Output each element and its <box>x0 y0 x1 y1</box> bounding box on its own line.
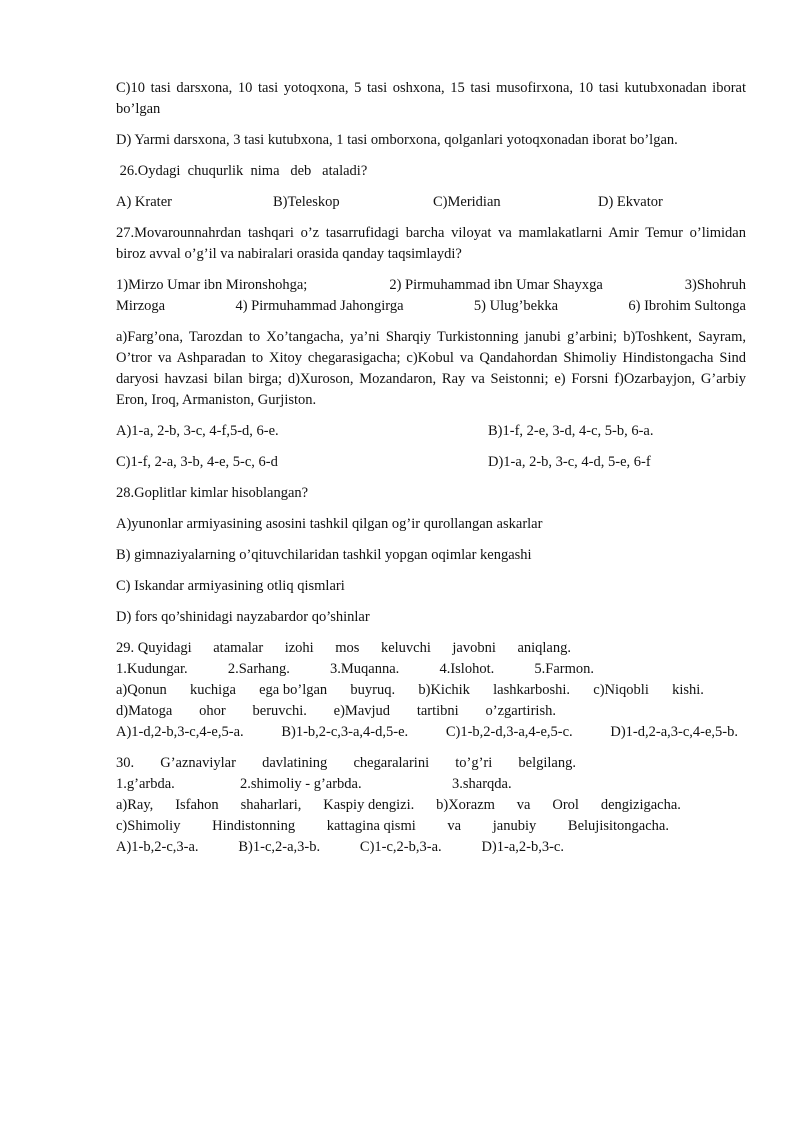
word: atamalar <box>213 640 264 656</box>
q26-options <box>116 192 746 213</box>
q29-question <box>116 638 571 659</box>
q28-option-c: C) Iskandar armiyasining otliq qismlari <box>116 578 345 594</box>
word: Isfahon <box>175 797 219 813</box>
word: 29. Quyidagi <box>116 640 192 656</box>
q30-option-d: D)1-a,2-b,3-c. <box>481 839 564 855</box>
q26-option-d: D) Ekvator <box>598 194 663 210</box>
q29-definitions-line1 <box>116 680 704 701</box>
q30-option-a: A)1-b,2-c,3-a. <box>116 839 199 855</box>
q27-item: 2) Pirmuhammad ibn Umar Shayxga <box>389 277 603 293</box>
word: Hindistonning <box>212 818 296 834</box>
direction: 1.g’arbda. <box>116 776 175 792</box>
direction: 3.sharqda. <box>452 776 512 792</box>
word: 30. <box>116 755 135 771</box>
q27-option-a: A)1-a, 2-b, 3-c, 4-f,5-d, 6-e. <box>116 423 279 439</box>
q27-question: 27.Movarounnahrdan tashqari o’z tasarrufidagi barcha viloyat va mamlakatlarni Amir Temur o’limidan biroz avval o’g’il va nabiralari orasida qanday taqsimlaydi? <box>116 225 746 262</box>
term: 1.Kudungar. <box>116 661 188 677</box>
q27-item: 5) Ulug’bekka <box>473 298 559 314</box>
q28-option-b: B) gimnaziyalarning o’qituvchilaridan tashkil yopgan oqimlar kengashi <box>116 547 532 563</box>
word: b)Kichik <box>418 682 470 698</box>
q30-regions-line2 <box>116 816 669 837</box>
q29-block <box>116 638 738 743</box>
q27-option-c: C)1-f, 2-a, 3-b, 4-e, 5-c, 6-d <box>116 454 278 470</box>
q27-options-ab <box>116 421 746 442</box>
word: beruvchi. <box>252 703 307 719</box>
word: Kaspiy dengizi. <box>323 797 415 813</box>
q29-option-a: A)1-d,2-b,3-c,4-e,5-a. <box>116 724 244 740</box>
word: va <box>516 797 531 813</box>
q28-option-a: A)yunonlar armiyasining asosini tashkil qilgan og’ir qurollangan askarlar <box>116 516 543 532</box>
word: kishi. <box>672 682 704 698</box>
q27-item: 1)Mirzo Umar ibn Mironshohga; <box>116 277 308 293</box>
word: kattagina qismi <box>326 818 416 834</box>
word: e)Mavjud <box>333 703 391 719</box>
word: keluvchi <box>380 640 431 656</box>
word: to’g’ri <box>455 755 493 771</box>
word: belgilang. <box>518 755 576 771</box>
word: kuchiga <box>189 682 236 698</box>
q29-options <box>116 722 738 743</box>
word: b)Xorazm <box>436 797 495 813</box>
q27-item: 4) Pirmuhammad Jahongirga <box>235 298 404 314</box>
word: buyruq. <box>350 682 396 698</box>
q29-definitions-line2 <box>116 701 556 722</box>
q25-option-c: C)10 tasi darsxona, 10 tasi yotoqxona, 5 tasi oshxona, 15 tasi musofirxona, 10 tasi kutubxonadan iborat bo’lgan <box>116 80 746 117</box>
word: Belujisitongacha. <box>567 818 669 834</box>
q30-directions <box>116 774 746 795</box>
q26-question: 26.Oydagi chuqurlik nima deb ataladi? <box>116 163 368 179</box>
word: shaharlari, <box>240 797 302 813</box>
direction: 2.shimoliy - g’arbda. <box>240 776 362 792</box>
word: o’zgartirish. <box>485 703 556 719</box>
q27-option-b: B)1-f, 2-e, 3-d, 4-c, 5-b, 6-a. <box>488 423 654 439</box>
q27-recipients <box>116 275 746 317</box>
q30-regions-line1 <box>116 795 681 816</box>
word: ega bo’lgan <box>259 682 328 698</box>
word: Orol <box>552 797 579 813</box>
q25-option-d: D) Yarmi darsxona, 3 tasi kutubxona, 1 tasi omborxona, qolganlari yotoqxonadan iborat bo’lgan. <box>116 132 678 148</box>
term: 4.Islohot. <box>439 661 495 677</box>
q26-option-c: C)Meridian <box>433 194 501 210</box>
word: c)Shimoliy <box>116 818 181 834</box>
q27-options-cd <box>116 452 746 473</box>
q27-item: 3)Shohruh <box>684 277 746 293</box>
word: d)Matoga <box>116 703 173 719</box>
q28-question: 28.Goplitlar kimlar hisoblangan? <box>116 485 309 501</box>
word: janubiy <box>492 818 537 834</box>
q30-option-c: C)1-c,2-b,3-a. <box>359 839 442 855</box>
word: a)Qonun <box>116 682 167 698</box>
q29-terms <box>116 659 594 680</box>
q29-option-c: C)1-b,2-d,3-a,4-e,5-c. <box>445 724 573 740</box>
term: 2.Sarhang. <box>227 661 290 677</box>
word: c)Niqobli <box>593 682 649 698</box>
word: javobni <box>452 640 496 656</box>
word: tartibni <box>416 703 459 719</box>
q30-options <box>116 837 564 858</box>
q30-question <box>116 753 576 774</box>
word: chegaralarini <box>353 755 430 771</box>
term: 5.Farmon. <box>534 661 594 677</box>
q27-option-d: D)1-a, 2-b, 3-c, 4-d, 5-e, 6-f <box>488 454 651 470</box>
word: dengizigacha. <box>600 797 681 813</box>
word: izohi <box>284 640 314 656</box>
q27-item: 6) Ibrohim Sultonga <box>628 298 746 314</box>
q30-option-b: B)1-c,2-a,3-b. <box>238 839 321 855</box>
q26-option-b: B)Teleskop <box>273 194 340 210</box>
q27-recipients-line1 <box>116 275 746 296</box>
word: va <box>447 818 462 834</box>
word: a)Ray, <box>116 797 154 813</box>
word: G’aznaviylar <box>160 755 236 771</box>
word: mos <box>335 640 360 656</box>
q27-recipients-line2 <box>116 296 746 317</box>
q27-item: Mirzoga <box>116 298 166 314</box>
q29-option-d: D)1-d,2-a,3-c,4-e,5-b. <box>610 724 738 740</box>
word: aniqlang. <box>517 640 571 656</box>
term: 3.Muqanna. <box>330 661 400 677</box>
q28-option-d: D) fors qo’shinidagi nayzabardor qo’shinlar <box>116 609 370 625</box>
test-page <box>116 78 746 858</box>
q29-option-b: B)1-b,2-c,3-a,4-d,5-e. <box>281 724 409 740</box>
q26-option-a: A) Krater <box>116 194 172 210</box>
word: davlatining <box>262 755 328 771</box>
q27-regions: a)Farg’ona, Tarozdan to Xo’tangacha, ya’ni Sharqiy Turkistonning janubi g’arbini; b)Toshkent, Sayram, O’tror va Ashparadan to Xitoy chegarasigacha; c)Kobul va Qandahordan Shimoliy Hindistongacha Sind daryosi havzasi bilan birga; d)Xuroson, Mozandaron, Ray va Seistonni; e) Forsni f)Ozarbayjon, G’arbiy Eron, Iroq, Armaniston, Gurjiston. <box>116 329 746 408</box>
q30-block <box>116 753 746 858</box>
word: ohor <box>199 703 226 719</box>
word: lashkarboshi. <box>493 682 571 698</box>
